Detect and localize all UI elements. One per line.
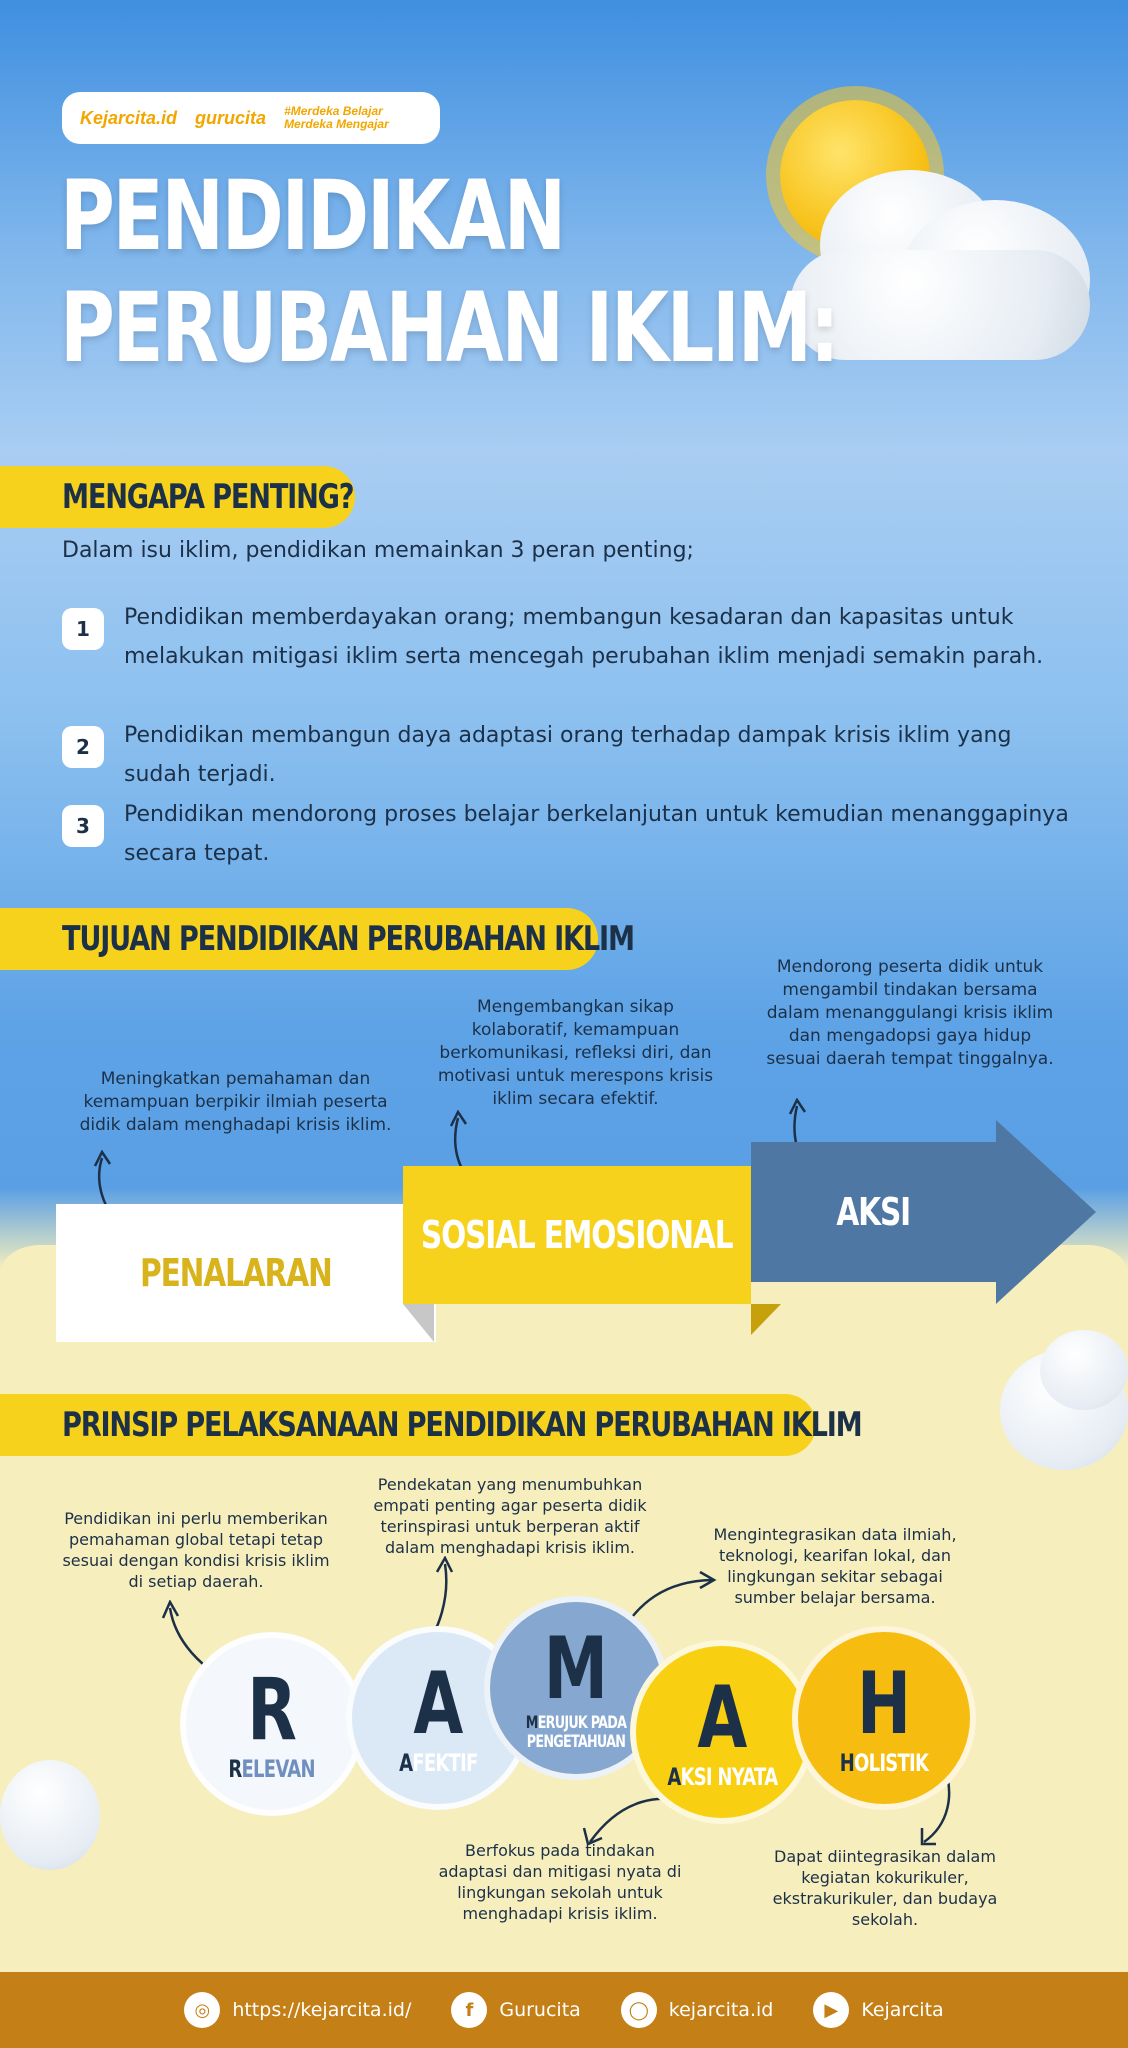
step-aksi — [751, 1142, 996, 1282]
footer-youtube[interactable] — [813, 1992, 943, 2028]
aksi-nyata-desc: Berfokus pada tindakan adaptasi dan mitigasi nyata di lingkungan sekolah untuk menghadapi krisis iklim. — [438, 1841, 682, 1923]
cloud-icon — [0, 1760, 100, 1870]
penalaran-desc: Meningkatkan pemahaman dan kemampuan berpikir ilmiah peserta didik dalam menghadapi krisis iklim. — [79, 1069, 392, 1135]
number-badge: 1 — [62, 608, 104, 650]
step-sosial-emosional — [403, 1166, 751, 1304]
page-title — [60, 160, 840, 384]
mengapa-heading — [0, 466, 355, 528]
footer-instagram[interactable] — [621, 1992, 774, 2028]
list-item-text: Pendidikan memberdayakan orang; membangun kesadaran dan kapasitas untuk melakukan mitigasi iklim serta mencegah perubahan iklim menjadi semakin parah. — [124, 605, 1044, 669]
aksi-desc: Mendorong peserta didik untuk mengambil tindakan bersama dalam menanggulangi krisis iklim dan mengadopsi gaya hidup sesuai daerah tempat tinggalnya. — [766, 957, 1054, 1069]
holistik-word: HOLISTIK — [839, 1749, 929, 1777]
footer-youtube-text: Kejarcita — [861, 1999, 944, 2021]
afektif-desc: Pendekatan yang menumbuhkan empati penting agar peserta didik terinspirasi untuk berperan aktif dalam menghadapi krisis iklim. — [373, 1475, 647, 1557]
title-line2: PERUBAHAN IKLIM: — [60, 272, 838, 384]
sosial-emosional-desc: Mengembangkan sikap kolaboratif, kemampuan berkomunikasi, refleksi diri, dan motivasi untuk merespons krisis iklim secara efektif. — [437, 997, 714, 1109]
tagline-line1: #Merdeka Belajar — [284, 104, 383, 118]
step-penalaran — [56, 1204, 416, 1342]
number-badge: 2 — [62, 726, 104, 768]
principle-holistik — [792, 1626, 976, 1810]
list-item — [62, 716, 1072, 794]
merujuk-desc: Mengintegrasikan data ilmiah, teknologi, kearifan lokal, dan lingkungan sekitar sebagai sumber belajar bersama. — [713, 1525, 957, 1607]
footer-website[interactable] — [184, 1992, 411, 2028]
merujuk-word: MERUJUK PADA PENGETAHUAN — [525, 1713, 627, 1752]
aksi-nyata-word: AKSI NYATA — [666, 1763, 778, 1791]
list-item-text: Pendidikan membangun daya adaptasi orang terhadap dampak krisis iklim yang sudah terjadi. — [124, 723, 1012, 787]
aksi-nyata-letter: A — [697, 1668, 747, 1768]
list-item — [62, 598, 1072, 676]
holistik-desc: Dapat diintegrasikan dalam kegiatan kokurikuler, ekstrakurikuler, dan budaya sekolah. — [772, 1847, 998, 1929]
relevan-desc: Pendidikan ini perlu memberikan pemahaman global tetapi tetap sesuai dengan kondisi krisis iklim di setiap daerah. — [62, 1509, 330, 1591]
step-penalaran-label: PENALARAN — [140, 1251, 332, 1295]
globe-icon: ◎ — [184, 1992, 220, 2028]
instagram-icon: ◯ — [621, 1992, 657, 2028]
footer-facebook[interactable] — [451, 1992, 580, 2028]
footer-facebook-text: Gurucita — [499, 1999, 581, 2021]
footer-website-text: https://kejarcita.id/ — [232, 1999, 412, 2021]
relevan-word: RELEVAN — [228, 1755, 316, 1783]
title-line1: PENDIDIKAN — [60, 160, 564, 272]
list-item — [62, 795, 1072, 873]
brand-bar — [62, 92, 440, 144]
merdeka-tagline — [284, 105, 389, 131]
gurucita-logo: gurucita — [195, 107, 267, 128]
tujuan-heading-text: TUJUAN PENDIDIKAN PERUBAHAN IKLIM — [62, 919, 634, 959]
prinsip-heading-text: PRINSIP PELAKSANAAN PENDIDIKAN PERUBAHAN IKLIM — [62, 1405, 862, 1445]
holistik-letter: H — [856, 1654, 911, 1754]
footer — [0, 1972, 1128, 2048]
afektif-letter: A — [413, 1654, 463, 1754]
afektif-word: AFEKTIF — [398, 1749, 478, 1777]
list-item-text: Pendidikan mendorong proses belajar berkelanjutan untuk kemudian menanggapinya secara tepat. — [124, 802, 1069, 866]
footer-instagram-text: kejarcita.id — [668, 1999, 774, 2021]
merujuk-letter: M — [543, 1619, 609, 1719]
mengapa-heading-text: MENGAPA PENTING? — [62, 477, 354, 517]
relevan-letter: R — [247, 1660, 297, 1760]
facebook-icon: f — [451, 1992, 487, 2028]
tagline-line2: Merdeka Mengajar — [284, 117, 389, 131]
youtube-icon: ▶ — [813, 1992, 849, 2028]
step-aksi-label: AKSI — [836, 1190, 911, 1234]
prinsip-heading — [0, 1394, 862, 1456]
mengapa-intro: Dalam isu iklim, pendidikan memainkan 3 peran penting; — [62, 538, 694, 563]
step-sosial-emosional-label: SOSIAL EMOSIONAL — [421, 1213, 733, 1257]
principle-aksi-nyata — [630, 1640, 814, 1824]
tujuan-heading — [0, 908, 634, 970]
kejarcita-logo: Kejarcita.id — [80, 107, 178, 128]
principle-relevan — [180, 1632, 364, 1816]
number-badge: 3 — [62, 805, 104, 847]
